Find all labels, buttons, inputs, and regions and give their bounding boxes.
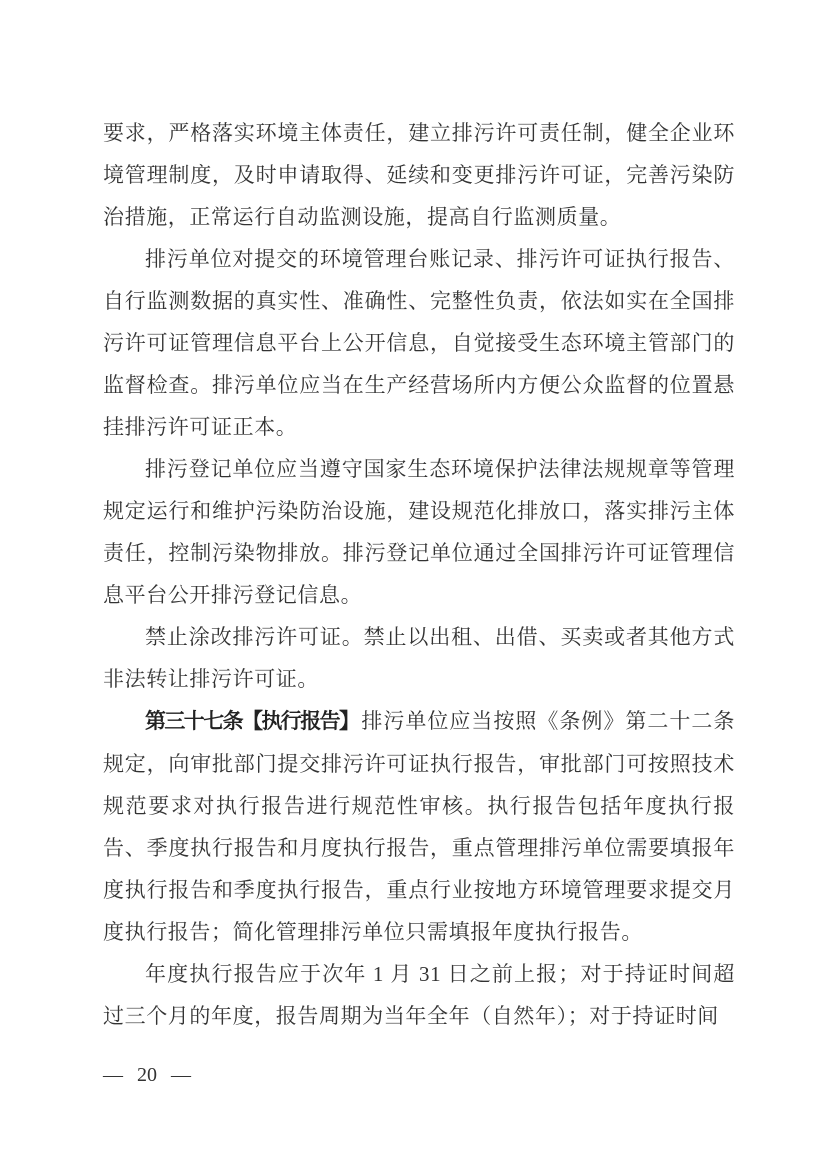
article-37-body: 排污单位应当按照《条例》第二十二条规定，向审批部门提交排污许可证执行报告，审批部门可按照技术规范要求对执行报告进行规范性审核。执行报告包括年度执行报告、季度执行报告和月度执行报告，重点管理排污单位需要填报年度执行报告和季度执行报告，重点行业按地方环境管理要求提交月度执行报告；简化管理排污单位只需填报年度执行报告。 (103, 709, 736, 944)
paragraph-continuation: 要求，严格落实环境主体责任，建立排污许可责任制，健全企业环境管理制度，及时申请取得、延续和变更排污许可证，完善污染防治措施，正常运行自动监测设施，提高自行监测质量。 (103, 121, 735, 229)
paragraph-registration-units: 排污登记单位应当遵守国家生态环境保护法律法规规章等管理规定运行和维护污染防治设施，建设规范化排放口，落实排污主体责任，控制污染物排放。排污登记单位通过全国排污许可证管理信息平台公开排污登记信息。 (103, 457, 735, 607)
page-footer (103, 1064, 191, 1087)
paragraph-prohibitions: 禁止涂改排污许可证。禁止以出租、出借、买卖或者其他方式非法转让排污许可证。 (103, 625, 735, 691)
footer-dash-right: — (171, 1064, 191, 1086)
page-number: 20 (137, 1064, 157, 1086)
paragraph-annual-report-deadline: 年度执行报告应于次年 1 月 31 日之前上报；对于持证时间超过三个月的年度，报告周期为当年全年（自然年）；对于持证时间 (103, 962, 735, 1028)
paragraph-permit-responsibility: 排污单位对提交的环境管理台账记录、排污许可证执行报告、自行监测数据的真实性、准确性、完整性负责，依法如实在全国排污许可证管理信息平台上公开信息，自觉接受生态环境主管部门的监督检查。排污单位应当在生产经营场所内方便公众监督的位置悬挂排污许可证正本。 (103, 247, 735, 439)
document-body (103, 112, 735, 1037)
footer-dash-left: — (103, 1064, 123, 1086)
article-37-heading: 第三十七条【执行报告】 (145, 710, 359, 733)
paragraph-article-37 (103, 700, 735, 953)
